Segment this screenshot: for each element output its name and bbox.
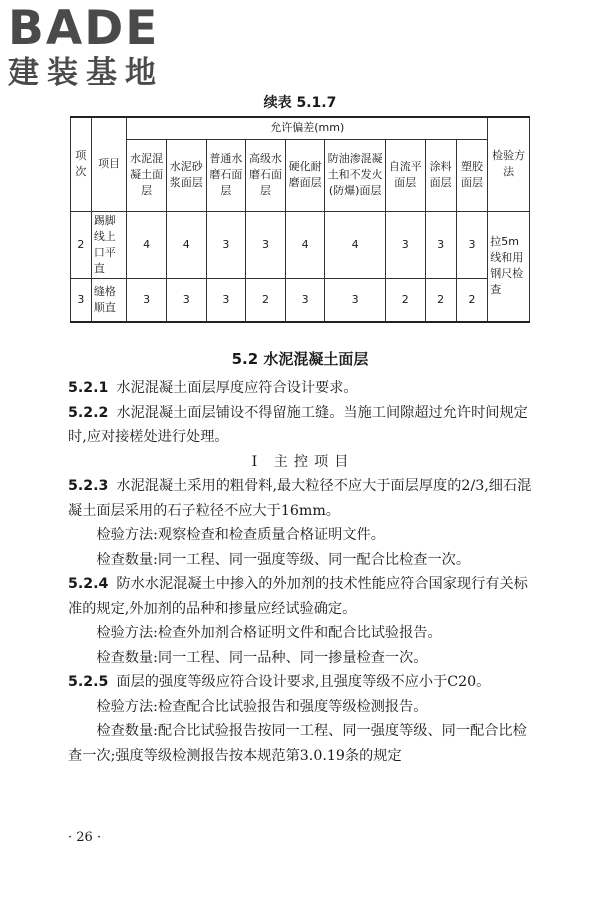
clause-5-2-2 [68, 401, 538, 450]
cell-value: 3 [206, 278, 246, 322]
clause-number: 5.2.5 [68, 674, 109, 690]
logo-text-en: BADE [8, 1, 160, 56]
clause-text: 水泥混凝土面层铺设不得留施工缝。当施工间隙超过允许时间规定时,应对接槎处进行处理。 [68, 404, 528, 445]
inspection-method: 检验方法:检查配合比试验报告和强度等级检测报告。 [96, 698, 428, 715]
clause-5-2-1 [68, 376, 538, 401]
header-tolerance-group: 允许偏差(mm) [127, 117, 488, 139]
header-col-6: 防油渗混凝土和不发火(防爆)面层 [325, 139, 385, 211]
header-col-3: 普通水磨石面层 [206, 139, 246, 211]
header-item: 项目 [91, 117, 126, 211]
cell-value: 3 [246, 211, 286, 278]
header-seq: 项次 [71, 117, 92, 211]
cell-value: 2 [456, 278, 487, 322]
subheading-main-control: I 主控项目 [251, 453, 355, 470]
table-row [71, 278, 530, 322]
cell-value: 3 [127, 278, 167, 322]
inspection-quantity: 检查数量:同一工程、同一强度等级、同一配合比检查一次。 [96, 551, 471, 568]
inspection-quantity: 检查数量:配合比试验报告按同一工程、同一强度等级、同一配合比检查一次;强度等级检测报告按本规范第3.0.19条的规定 [68, 723, 527, 764]
clause-5-2-4 [68, 572, 538, 621]
row-item: 缝格顺直 [91, 278, 126, 322]
row-seq: 2 [71, 211, 92, 278]
clause-number: 5.2.2 [68, 404, 109, 421]
logo [8, 1, 183, 91]
clause-5-2-3 [68, 474, 538, 523]
clause-text: 水泥混凝土面层厚度应符合设计要求。 [116, 380, 358, 396]
clause-text: 水泥混凝土采用的粗骨料,最大粒径不应大于面层厚度的2/3,细石混凝土面层采用的石子粒径不应大于16mm。 [68, 478, 532, 519]
table-row [71, 211, 530, 278]
header-method: 检验方法 [488, 117, 530, 211]
clause-text: 防水水泥混凝土中掺入的外加剂的技术性能应符合国家现行有关标准的规定,外加剂的品种和掺量应经试验确定。 [68, 576, 528, 617]
cell-value: 2 [246, 278, 286, 322]
cell-value: 3 [425, 211, 456, 278]
cell-value: 3 [206, 211, 246, 278]
cell-value: 3 [456, 211, 487, 278]
cell-value: 2 [385, 278, 425, 322]
row-item: 踢脚线上口平直 [91, 211, 126, 278]
clause-number: 5.2.3 [68, 478, 109, 494]
page-number: · 26 · [68, 830, 102, 845]
tolerance-table [70, 116, 530, 323]
cell-value: 4 [127, 211, 167, 278]
clause-text: 面层的强度等级应符合设计要求,且强度等级不应小于C20。 [116, 674, 491, 690]
cell-value: 4 [166, 211, 206, 278]
body-text [68, 376, 538, 768]
cell-value: 4 [285, 211, 325, 278]
clause-number: 5.2.1 [68, 380, 109, 396]
inspection-method: 检验方法:检查外加剂合格证明文件和配合比试验报告。 [96, 625, 442, 641]
header-col-4: 高级水磨石面层 [246, 139, 286, 211]
clause-number: 5.2.4 [68, 576, 109, 592]
row-seq: 3 [71, 278, 92, 322]
header-col-9: 塑胶面层 [456, 139, 487, 211]
cell-value: 2 [425, 278, 456, 322]
cell-value: 3 [385, 211, 425, 278]
inspection-method: 检验方法:观察检查和检查质量合格证明文件。 [96, 527, 385, 543]
header-col-2: 水泥砂浆面层 [166, 139, 206, 211]
header-col-7: 自流平面层 [385, 139, 425, 211]
cell-value: 3 [166, 278, 206, 322]
cell-value: 4 [325, 211, 385, 278]
cell-value: 3 [325, 278, 385, 322]
cell-value: 3 [285, 278, 325, 322]
inspection-quantity: 检查数量:同一工程、同一品种、同一掺量检查一次。 [96, 649, 428, 666]
header-col-5: 硬化耐磨面层 [285, 139, 325, 211]
logo-text-cn: 建装基地 [8, 55, 164, 91]
header-col-1: 水泥混凝土面层 [127, 139, 167, 211]
table-caption: 续表 5.1.7 [263, 95, 337, 111]
section-title: 5.2 水泥混凝土面层 [231, 350, 369, 368]
method-cell: 拉5m线和用钢尺检查 [488, 211, 530, 322]
clause-5-2-5 [68, 670, 538, 695]
header-col-8: 涂料面层 [425, 139, 456, 211]
